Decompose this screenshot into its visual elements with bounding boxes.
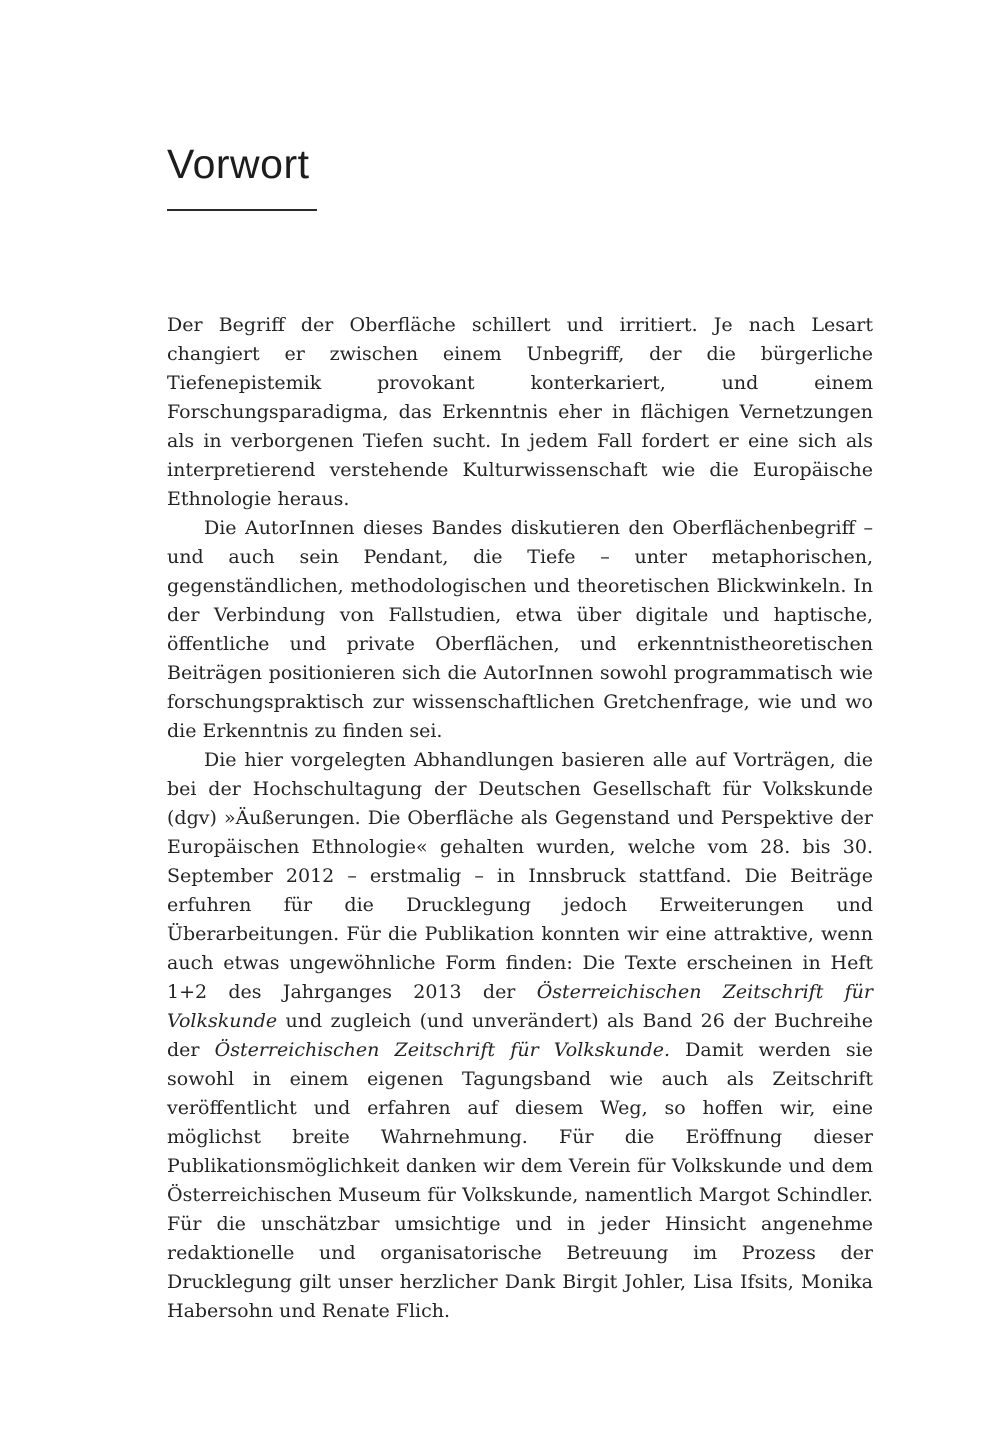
text-run: Damit werden sie sowohl in einem eigenen Tagungsband wie auch als Zeitschrift veröffentlicht und erfahren auf diesem Weg, so hoffen wir, eine möglichst breite Wahrnehmung. Für die Eröffnung dieser Publikationsmöglichkeit danken wir dem Verein für Volkskunde und dem Österreichischen Museum für Volkskunde, namentlich Margot Schindler. Für die unschätzbar umsichtige und in jeder Hinsicht angenehme redaktionelle und organisatorische Betreuung im Prozess der Drucklegung gilt unser herzlicher Dank Birgit Johler, Lisa Ifsits, Monika Habersohn und Renate Flich. — [167, 1039, 874, 1322]
title-rule — [167, 209, 317, 211]
paragraph — [167, 746, 873, 1326]
text-run: Die hier vorgelegten Abhandlungen basieren alle auf Vorträgen, die bei der Hochschultagung der Deutschen Gesellschaft für Volkskunde (dgv) »Äußerungen. Die Oberfläche als Gegenstand und Perspektive der Europäischen Ethnologie« gehalten wurden, welche vom 28. bis 30. September 2012 – erstmalig – in Innsbruck stattfand. Die Beiträge erfuhren für die Drucklegung jedoch Erweiterungen und Überarbeitungen. Für die Publikation konnten wir eine attraktive, wenn auch etwas ungewöhnliche Form finden: Die Texte erscheinen in Heft 1+2 des Jahrganges 2013 der — [167, 749, 873, 1003]
body-text — [167, 311, 873, 1326]
italic-run: Österreichischen Zeitschrift für Volkskunde. — [214, 1039, 670, 1061]
paragraph — [167, 311, 873, 514]
text-run: Die AutorInnen dieses Bandes diskutieren den Oberflächenbegriff – und auch sein Pendant, die Tiefe – unter metaphorischen, gegenständlichen, methodologischen und theoretischen Blickwinkeln. In der Verbindung von Fallstudien, etwa über digitale und haptische, öffentliche und private Oberflächen, und erkenntnistheoretischen Beiträgen positionieren sich die AutorInnen sowohl programmatisch wie forschungspraktisch zur wissenschaftlichen Gretchenfrage, wie und wo die Erkenntnis zu finden sei. — [167, 517, 873, 742]
paragraph — [167, 514, 873, 746]
page-header — [167, 143, 317, 211]
page-title: Vorwort — [167, 141, 310, 187]
italic-run: Österreichischen Zeitschrift für Volkskunde — [167, 981, 873, 1032]
text-run: Der Begriff der Oberfläche schillert und irritiert. Je nach Lesart changiert er zwischen einem Unbegriff, der die bürgerliche Tiefenepistemik provokant konterkariert, und einem Forschungsparadigma, das Erkenntnis eher in flächigen Vernetzungen als in verborgenen Tiefen sucht. In jedem Fall fordert er eine sich als interpretierend verstehende Kulturwissenschaft wie die Europäische Ethnologie heraus. — [167, 314, 873, 510]
text-run: und zugleich (und unverändert) als Band 26 der Buchreihe der — [167, 1010, 873, 1061]
